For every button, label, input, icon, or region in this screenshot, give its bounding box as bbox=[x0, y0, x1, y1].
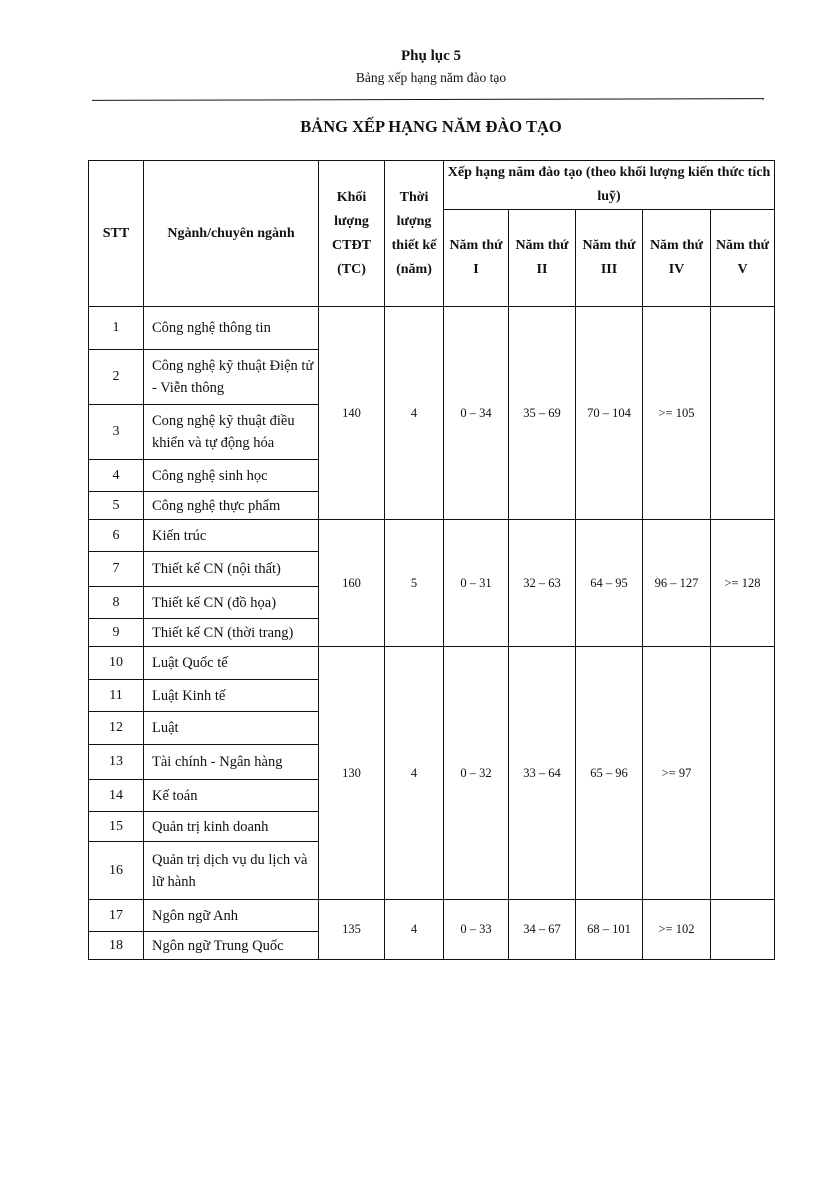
header-year-4: Năm thứ IV bbox=[643, 210, 711, 307]
appendix-subtitle: Bảng xếp hạng năm đào tạo bbox=[355, 70, 507, 85]
row-major: Luật bbox=[144, 712, 319, 745]
row-stt: 7 bbox=[89, 552, 144, 587]
row-major: Tài chính - Ngân hàng bbox=[144, 745, 319, 780]
group-year-5-range bbox=[711, 647, 775, 900]
row-stt: 1 bbox=[89, 307, 144, 350]
group-credits: 130 bbox=[319, 647, 385, 900]
row-major: Luật Kinh tế bbox=[144, 680, 319, 712]
table-row bbox=[89, 520, 775, 552]
row-major: Công nghệ thông tin bbox=[144, 307, 319, 350]
row-major: Ngôn ngữ Anh bbox=[144, 900, 319, 932]
group-year-1-range: 0 – 31 bbox=[444, 520, 509, 647]
group-credits: 160 bbox=[319, 520, 385, 647]
group-year-3-range: 64 – 95 bbox=[576, 520, 643, 647]
row-stt: 14 bbox=[89, 780, 144, 812]
row-stt: 15 bbox=[89, 812, 144, 842]
header-year-1: Năm thứ I bbox=[444, 210, 509, 307]
row-stt: 17 bbox=[89, 900, 144, 932]
row-stt: 10 bbox=[89, 647, 144, 680]
row-stt: 8 bbox=[89, 587, 144, 619]
group-year-2-range: 34 – 67 bbox=[509, 900, 576, 960]
header-stt: STT bbox=[89, 161, 144, 307]
group-year-1-range: 0 – 33 bbox=[444, 900, 509, 960]
group-duration: 5 bbox=[385, 520, 444, 647]
row-major: Cong nghệ kỹ thuật điều khiển và tự động hóa bbox=[144, 405, 319, 460]
row-stt: 16 bbox=[89, 842, 144, 900]
group-year-4-range: >= 105 bbox=[643, 307, 711, 520]
group-year-4-range: >= 102 bbox=[643, 900, 711, 960]
row-stt: 6 bbox=[89, 520, 144, 552]
appendix-label: Phụ lục 5 bbox=[400, 48, 461, 64]
group-year-5-range bbox=[711, 900, 775, 960]
row-major: Luật Quốc tế bbox=[144, 647, 319, 680]
row-stt: 13 bbox=[89, 745, 144, 780]
header-major: Ngành/chuyên ngành bbox=[144, 161, 319, 307]
row-major: Quản trị dịch vụ du lịch và lữ hành bbox=[144, 842, 319, 900]
group-year-5-range bbox=[711, 307, 775, 520]
group-year-3-range: 68 – 101 bbox=[576, 900, 643, 960]
group-year-2-range: 33 – 64 bbox=[509, 647, 576, 900]
group-credits: 135 bbox=[319, 900, 385, 960]
group-credits: 140 bbox=[319, 307, 385, 520]
header-duration: Thời lượng thiết kế (năm) bbox=[385, 161, 444, 307]
ranking-table bbox=[88, 160, 775, 960]
row-stt: 11 bbox=[89, 680, 144, 712]
group-year-3-range: 65 – 96 bbox=[576, 647, 643, 900]
group-year-2-range: 32 – 63 bbox=[509, 520, 576, 647]
row-stt: 4 bbox=[89, 460, 144, 492]
row-major: Thiết kế CN (thời trang) bbox=[144, 619, 319, 647]
row-stt: 9 bbox=[89, 619, 144, 647]
row-stt: 3 bbox=[89, 405, 144, 460]
group-year-1-range: 0 – 34 bbox=[444, 307, 509, 520]
row-major: Thiết kế CN (đồ họa) bbox=[144, 587, 319, 619]
row-major: Kiến trúc bbox=[144, 520, 319, 552]
header-ranking: Xếp hạng năm đào tạo (theo khối lượng kiến thức tích luỹ) bbox=[444, 161, 775, 210]
header-year-5: Năm thứ V bbox=[711, 210, 775, 307]
header-year-3: Năm thứ III bbox=[576, 210, 643, 307]
table-row bbox=[89, 900, 775, 932]
group-duration: 4 bbox=[385, 900, 444, 960]
group-duration: 4 bbox=[385, 307, 444, 520]
row-stt: 12 bbox=[89, 712, 144, 745]
row-major: Ngôn ngữ Trung Quốc bbox=[144, 932, 319, 960]
header-credits: Khối lượng CTĐT (TC) bbox=[319, 161, 385, 307]
table-title: BẢNG XẾP HẠNG NĂM ĐÀO TẠO bbox=[300, 117, 562, 136]
table-row bbox=[89, 647, 775, 680]
row-major: Công nghệ thực phẩm bbox=[144, 492, 319, 520]
header-divider bbox=[92, 98, 764, 101]
header-year-2: Năm thứ II bbox=[509, 210, 576, 307]
row-major: Kế toán bbox=[144, 780, 319, 812]
row-major: Thiết kế CN (nội thất) bbox=[144, 552, 319, 587]
group-year-5-range: >= 128 bbox=[711, 520, 775, 647]
row-major: Công nghệ sinh học bbox=[144, 460, 319, 492]
group-year-4-range: 96 – 127 bbox=[643, 520, 711, 647]
row-stt: 2 bbox=[89, 350, 144, 405]
group-year-4-range: >= 97 bbox=[643, 647, 711, 900]
row-major: Công nghệ kỹ thuật Điện tử - Viễn thông bbox=[144, 350, 319, 405]
group-year-2-range: 35 – 69 bbox=[509, 307, 576, 520]
row-major: Quản trị kinh doanh bbox=[144, 812, 319, 842]
group-duration: 4 bbox=[385, 647, 444, 900]
group-year-3-range: 70 – 104 bbox=[576, 307, 643, 520]
group-year-1-range: 0 – 32 bbox=[444, 647, 509, 900]
table-row bbox=[89, 307, 775, 350]
row-stt: 5 bbox=[89, 492, 144, 520]
row-stt: 18 bbox=[89, 932, 144, 960]
